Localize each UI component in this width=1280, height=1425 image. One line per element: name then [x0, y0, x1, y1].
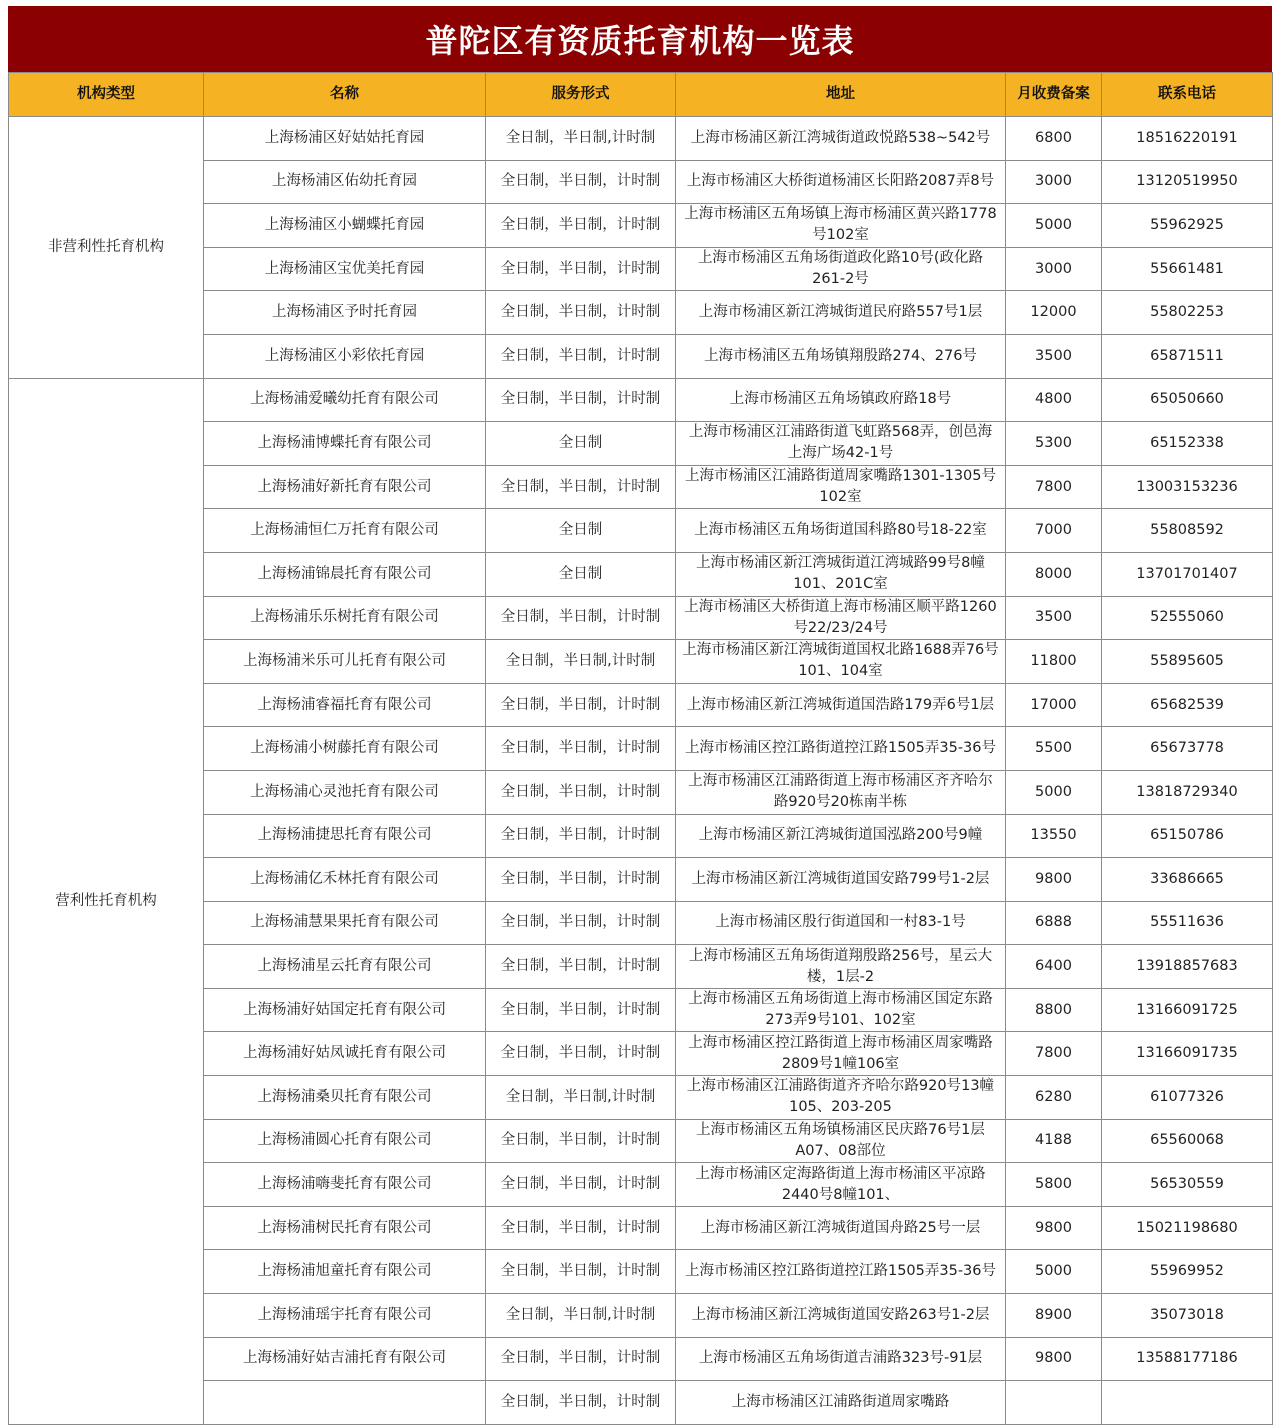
fee-cell: 5800	[1006, 1163, 1102, 1207]
service-cell: 全日制	[486, 509, 676, 553]
service-cell: 全日制，半日制，计时制	[486, 988, 676, 1032]
address-cell: 上海市杨浦区殷行街道国和一村83-1号	[676, 901, 1006, 945]
phone-cell: 15021198680	[1102, 1206, 1273, 1250]
fee-cell: 4188	[1006, 1119, 1102, 1163]
address-cell: 上海市杨浦区新江湾城街道国浩路179弄6号1层	[676, 683, 1006, 727]
fee-cell: 11800	[1006, 640, 1102, 684]
address-cell: 上海市杨浦区控江路街道控江路1505弄35-36号	[676, 727, 1006, 771]
phone-cell: 13166091725	[1102, 988, 1273, 1032]
page-title: 普陀区有资质托育机构一览表	[8, 6, 1272, 72]
fee-cell: 9800	[1006, 1337, 1102, 1381]
fee-cell: 17000	[1006, 683, 1102, 727]
service-cell: 全日制，半日制，计时制	[486, 1381, 676, 1425]
name-cell: 上海杨浦区小蝴蝶托育园	[204, 204, 486, 248]
service-cell: 全日制，半日制，计时制	[486, 901, 676, 945]
name-cell: 上海杨浦小树藤托育有限公司	[204, 727, 486, 771]
service-cell: 全日制，半日制，计时制	[486, 1337, 676, 1381]
address-cell: 上海市杨浦区新江湾城街道国泓路200号9幢	[676, 814, 1006, 858]
address-cell: 上海市杨浦区五角场街道吉浦路323号-91层	[676, 1337, 1006, 1381]
name-cell: 上海杨浦好姑国定托育有限公司	[204, 988, 486, 1032]
fee-cell: 8000	[1006, 552, 1102, 596]
service-cell: 全日制，半日制，计时制	[486, 1163, 676, 1207]
service-cell: 全日制，半日制，计时制	[486, 1250, 676, 1294]
phone-cell: 55802253	[1102, 291, 1273, 335]
address-cell: 上海市杨浦区新江湾城街道民府路557号1层	[676, 291, 1006, 335]
fee-cell: 5000	[1006, 1250, 1102, 1294]
fee-cell: 6888	[1006, 901, 1102, 945]
address-cell: 上海市杨浦区江浦路街道齐齐哈尔路920号13幢105、203-205	[676, 1076, 1006, 1120]
phone-cell: 65560068	[1102, 1119, 1273, 1163]
fee-cell: 9800	[1006, 858, 1102, 902]
name-cell: 上海杨浦心灵池托育有限公司	[204, 770, 486, 814]
phone-cell	[1102, 1381, 1273, 1425]
phone-cell: 13918857683	[1102, 945, 1273, 989]
name-cell: 上海杨浦瑶宇托育有限公司	[204, 1294, 486, 1338]
phone-cell: 65871511	[1102, 334, 1273, 378]
service-cell: 全日制，半日制，计时制	[486, 1119, 676, 1163]
address-cell: 上海市杨浦区新江湾城街道国安路799号1-2层	[676, 858, 1006, 902]
address-cell: 上海市杨浦区五角场镇杨浦区民庆路76号1层A07、08部位	[676, 1119, 1006, 1163]
phone-cell: 55808592	[1102, 509, 1273, 553]
name-cell: 上海杨浦亿禾林托育有限公司	[204, 858, 486, 902]
table-row	[9, 117, 1273, 161]
phone-cell: 55511636	[1102, 901, 1273, 945]
phone-cell: 13166091735	[1102, 1032, 1273, 1076]
address-cell: 上海市杨浦区五角场街道政化路10号(政化路261-2号	[676, 247, 1006, 291]
header-address: 地址	[676, 73, 1006, 117]
institution-table	[8, 72, 1273, 1425]
address-cell: 上海市杨浦区五角场街道翔殷路256号，星云大楼，1层-2	[676, 945, 1006, 989]
phone-cell: 65150786	[1102, 814, 1273, 858]
address-cell: 上海市杨浦区定海路街道上海市杨浦区平凉路2440号8幢101、	[676, 1163, 1006, 1207]
fee-cell: 3500	[1006, 596, 1102, 640]
name-cell: 上海杨浦好新托育有限公司	[204, 465, 486, 509]
address-cell: 上海市杨浦区五角场街道国科路80号18-22室	[676, 509, 1006, 553]
name-cell: 上海杨浦嗨斐托育有限公司	[204, 1163, 486, 1207]
address-cell: 上海市杨浦区五角场镇翔殷路274、276号	[676, 334, 1006, 378]
phone-cell: 13701701407	[1102, 552, 1273, 596]
address-cell: 上海市杨浦区新江湾城街道国权北路1688弄76号101、104室	[676, 640, 1006, 684]
name-cell: 上海杨浦锦晨托育有限公司	[204, 552, 486, 596]
address-cell: 上海市杨浦区新江湾城街道国安路263号1-2层	[676, 1294, 1006, 1338]
service-cell: 全日制，半日制,计时制	[486, 117, 676, 161]
address-cell: 上海市杨浦区江浦路街道飞虹路568弄，创邑海上海广场42-1号	[676, 422, 1006, 466]
fee-cell: 4800	[1006, 378, 1102, 422]
fee-cell: 13550	[1006, 814, 1102, 858]
fee-cell: 5500	[1006, 727, 1102, 771]
phone-cell: 13003153236	[1102, 465, 1273, 509]
phone-cell: 65673778	[1102, 727, 1273, 771]
name-cell: 上海杨浦区宝优美托育园	[204, 247, 486, 291]
phone-cell: 13588177186	[1102, 1337, 1273, 1381]
name-cell: 上海杨浦圆心托育有限公司	[204, 1119, 486, 1163]
name-cell: 上海杨浦区小彩依托育园	[204, 334, 486, 378]
phone-cell: 55962925	[1102, 204, 1273, 248]
service-cell: 全日制，半日制，计时制	[486, 204, 676, 248]
address-cell: 上海市杨浦区江浦路街道上海市杨浦区齐齐哈尔路920号20栋南半栋	[676, 770, 1006, 814]
service-cell: 全日制	[486, 422, 676, 466]
service-cell: 全日制，半日制，计时制	[486, 1032, 676, 1076]
fee-cell: 5300	[1006, 422, 1102, 466]
fee-cell: 7800	[1006, 465, 1102, 509]
address-cell: 上海市杨浦区五角场镇上海市杨浦区黄兴路1778号102室	[676, 204, 1006, 248]
fee-cell: 7800	[1006, 1032, 1102, 1076]
name-cell: 上海杨浦好姑凤诚托育有限公司	[204, 1032, 486, 1076]
address-cell: 上海市杨浦区控江路街道控江路1505弄35-36号	[676, 1250, 1006, 1294]
fee-cell: 12000	[1006, 291, 1102, 335]
service-cell: 全日制，半日制，计时制	[486, 683, 676, 727]
phone-cell: 65682539	[1102, 683, 1273, 727]
phone-cell: 55661481	[1102, 247, 1273, 291]
address-cell: 上海市杨浦区江浦路街道周家嘴路	[676, 1381, 1006, 1425]
fee-cell: 8800	[1006, 988, 1102, 1032]
service-cell: 全日制，半日制，计时制	[486, 465, 676, 509]
fee-cell: 5000	[1006, 770, 1102, 814]
address-cell: 上海市杨浦区大桥街道杨浦区长阳路2087弄8号	[676, 160, 1006, 204]
service-cell: 全日制	[486, 552, 676, 596]
header-phone: 联系电话	[1102, 73, 1273, 117]
address-cell: 上海市杨浦区五角场镇政府路18号	[676, 378, 1006, 422]
service-cell: 全日制，半日制，计时制	[486, 1206, 676, 1250]
service-cell: 全日制，半日制，计时制	[486, 596, 676, 640]
table-row	[9, 378, 1273, 422]
fee-cell: 6280	[1006, 1076, 1102, 1120]
phone-cell: 35073018	[1102, 1294, 1273, 1338]
name-cell: 上海杨浦星云托育有限公司	[204, 945, 486, 989]
name-cell: 上海杨浦区予时托育园	[204, 291, 486, 335]
name-cell: 上海杨浦博蝶托育有限公司	[204, 422, 486, 466]
phone-cell: 55969952	[1102, 1250, 1273, 1294]
service-cell: 全日制，半日制,计时制	[486, 1076, 676, 1120]
service-cell: 全日制，半日制,计时制	[486, 1294, 676, 1338]
address-cell: 上海市杨浦区新江湾城街道国舟路25号一层	[676, 1206, 1006, 1250]
name-cell: 上海杨浦区佑幼托育园	[204, 160, 486, 204]
name-cell: 上海杨浦树民托育有限公司	[204, 1206, 486, 1250]
phone-cell: 13120519950	[1102, 160, 1273, 204]
category-cell: 营利性托育机构	[9, 378, 204, 1424]
name-cell	[204, 1381, 486, 1425]
fee-cell	[1006, 1381, 1102, 1425]
header-service: 服务形式	[486, 73, 676, 117]
service-cell: 全日制，半日制，计时制	[486, 247, 676, 291]
name-cell: 上海杨浦慧果果托育有限公司	[204, 901, 486, 945]
name-cell: 上海杨浦爱曦幼托育有限公司	[204, 378, 486, 422]
fee-cell: 6800	[1006, 117, 1102, 161]
address-cell: 上海市杨浦区江浦路街道周家嘴路1301-1305号102室	[676, 465, 1006, 509]
name-cell: 上海杨浦米乐可儿托育有限公司	[204, 640, 486, 684]
fee-cell: 6400	[1006, 945, 1102, 989]
name-cell: 上海杨浦桑贝托育有限公司	[204, 1076, 486, 1120]
fee-cell: 3000	[1006, 247, 1102, 291]
fee-cell: 3000	[1006, 160, 1102, 204]
address-cell: 上海市杨浦区五角场街道上海市杨浦区国定东路273弄9号101、102室	[676, 988, 1006, 1032]
name-cell: 上海杨浦好姑吉浦托育有限公司	[204, 1337, 486, 1381]
header-fee: 月收费备案	[1006, 73, 1102, 117]
header-row	[9, 73, 1273, 117]
phone-cell: 56530559	[1102, 1163, 1273, 1207]
service-cell: 全日制，半日制,计时制	[486, 640, 676, 684]
service-cell: 全日制，半日制，计时制	[486, 858, 676, 902]
phone-cell: 65152338	[1102, 422, 1273, 466]
address-cell: 上海市杨浦区大桥街道上海市杨浦区顺平路1260号22/23/24号	[676, 596, 1006, 640]
service-cell: 全日制，半日制，计时制	[486, 727, 676, 771]
phone-cell: 18516220191	[1102, 117, 1273, 161]
name-cell: 上海杨浦睿福托育有限公司	[204, 683, 486, 727]
header-name: 名称	[204, 73, 486, 117]
name-cell: 上海杨浦捷思托育有限公司	[204, 814, 486, 858]
service-cell: 全日制，半日制，计时制	[486, 160, 676, 204]
service-cell: 全日制，半日制，计时制	[486, 814, 676, 858]
phone-cell: 33686665	[1102, 858, 1273, 902]
address-cell: 上海市杨浦区新江湾城街道政悦路538~542号	[676, 117, 1006, 161]
address-cell: 上海市杨浦区控江路街道上海市杨浦区周家嘴路2809号1幢106室	[676, 1032, 1006, 1076]
phone-cell: 61077326	[1102, 1076, 1273, 1120]
name-cell: 上海杨浦恒仁万托育有限公司	[204, 509, 486, 553]
header-category: 机构类型	[9, 73, 204, 117]
service-cell: 全日制，半日制，计时制	[486, 334, 676, 378]
fee-cell: 3500	[1006, 334, 1102, 378]
name-cell: 上海杨浦旭童托育有限公司	[204, 1250, 486, 1294]
service-cell: 全日制，半日制，计时制	[486, 945, 676, 989]
service-cell: 全日制，半日制，计时制	[486, 378, 676, 422]
phone-cell: 55895605	[1102, 640, 1273, 684]
address-cell: 上海市杨浦区新江湾城街道江湾城路99号8幢101、201C室	[676, 552, 1006, 596]
fee-cell: 7000	[1006, 509, 1102, 553]
service-cell: 全日制，半日制，计时制	[486, 291, 676, 335]
name-cell: 上海杨浦乐乐树托育有限公司	[204, 596, 486, 640]
fee-cell: 9800	[1006, 1206, 1102, 1250]
category-cell: 非营利性托育机构	[9, 117, 204, 379]
phone-cell: 65050660	[1102, 378, 1273, 422]
service-cell: 全日制，半日制，计时制	[486, 770, 676, 814]
fee-cell: 8900	[1006, 1294, 1102, 1338]
phone-cell: 52555060	[1102, 596, 1273, 640]
phone-cell: 13818729340	[1102, 770, 1273, 814]
fee-cell: 5000	[1006, 204, 1102, 248]
name-cell: 上海杨浦区好姑姑托育园	[204, 117, 486, 161]
